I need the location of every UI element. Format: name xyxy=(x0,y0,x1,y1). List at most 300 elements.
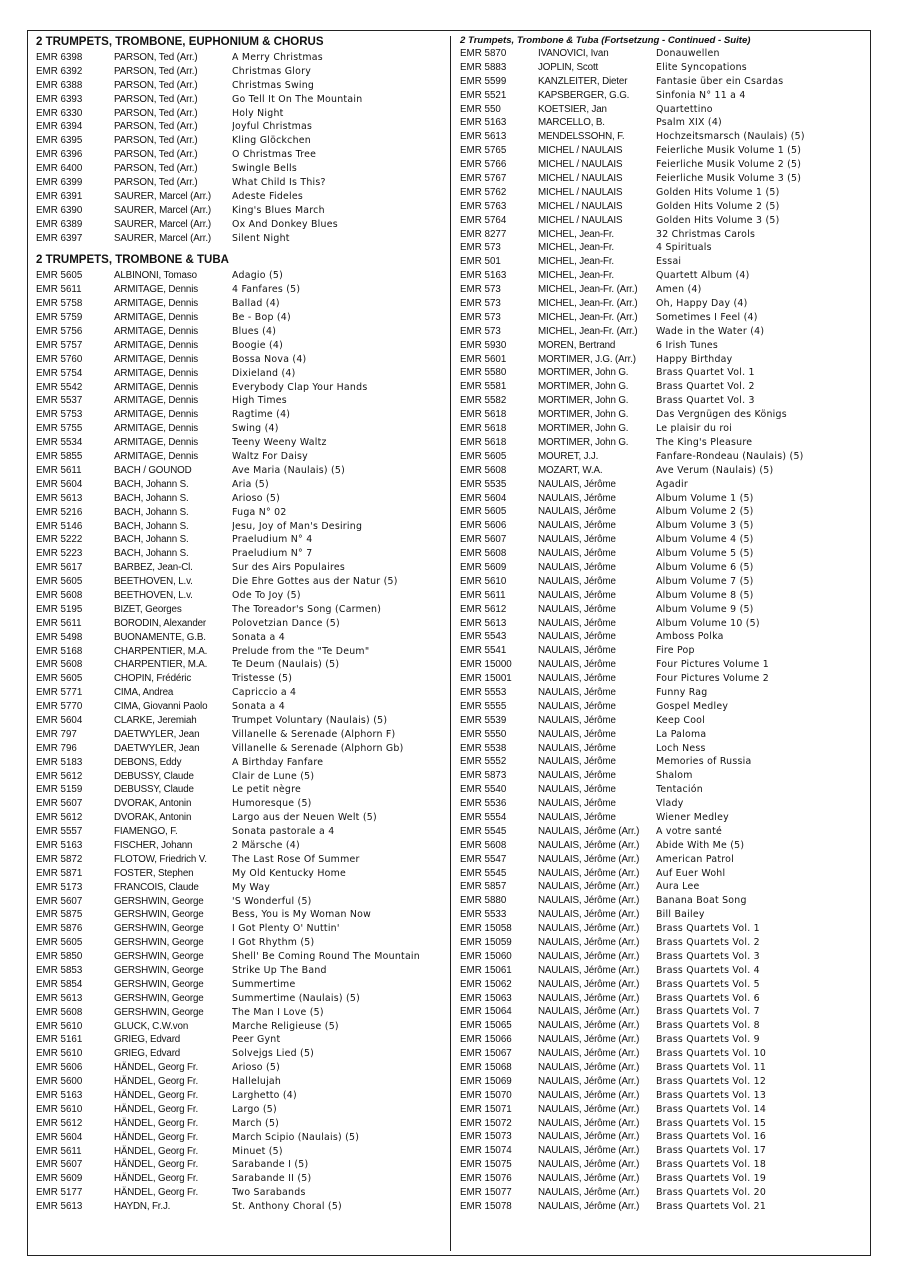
catalog-row xyxy=(460,964,866,978)
catalog-code: EMR 5195 xyxy=(36,603,83,615)
catalog-code: EMR 5183 xyxy=(36,756,83,768)
composer-name: DAETWYLER, Jean xyxy=(114,742,200,754)
composer-name: HÄNDEL, Georg Fr. xyxy=(114,1159,199,1171)
catalog-code: EMR 5550 xyxy=(460,728,507,740)
catalog-code: EMR 5760 xyxy=(36,353,83,365)
catalog-code: EMR 5618 xyxy=(460,436,507,448)
composer-name: PARSON, Ted (Arr.) xyxy=(114,107,198,119)
composer-name: MICHEL / NAULAIS xyxy=(538,159,623,171)
catalog-row xyxy=(36,992,442,1006)
catalog-code: EMR 5539 xyxy=(460,714,507,726)
catalog-row xyxy=(36,603,442,617)
piece-title: Adeste Fideles xyxy=(232,190,304,202)
composer-name: MORTIMER, J.G. (Arr.) xyxy=(538,353,636,365)
composer-name: HÄNDEL, Georg Fr. xyxy=(114,1173,199,1185)
catalog-row xyxy=(36,107,442,121)
composer-name: DEBUSSY, Claude xyxy=(114,784,194,796)
catalog-code: EMR 5613 xyxy=(36,492,83,504)
catalog-code: EMR 5764 xyxy=(460,214,507,226)
catalog-code: EMR 5223 xyxy=(36,548,83,560)
catalog-code: EMR 5876 xyxy=(36,923,83,935)
catalog-row xyxy=(460,1005,866,1019)
composer-name: ARMITAGE, Dennis xyxy=(114,409,198,421)
piece-title: Strike Up The Band xyxy=(232,965,327,976)
catalog-row xyxy=(460,422,866,436)
catalog-row xyxy=(460,519,866,533)
catalog-code: EMR 5850 xyxy=(36,951,83,963)
catalog-row xyxy=(460,450,866,464)
composer-name: NAULAIS, Jérôme xyxy=(538,561,616,573)
piece-title: 2 Märsche (4) xyxy=(232,839,300,851)
catalog-code: EMR 6391 xyxy=(36,190,83,202)
catalog-row xyxy=(460,228,866,242)
catalog-row xyxy=(36,120,442,134)
catalog-code: EMR 5541 xyxy=(460,645,507,657)
piece-title: Everybody Clap Your Hands xyxy=(232,381,368,393)
piece-title: High Times xyxy=(232,395,287,407)
piece-title: Brass Quartets Vol. 2 xyxy=(656,937,760,948)
catalog-row xyxy=(36,394,442,408)
catalog-code: EMR 15069 xyxy=(460,1075,512,1087)
catalog-row xyxy=(36,450,442,464)
catalog-code: EMR 5608 xyxy=(36,589,83,601)
catalog-code: EMR 5535 xyxy=(460,478,507,490)
catalog-code: EMR 573 xyxy=(460,298,501,310)
entry-list xyxy=(36,269,442,1214)
composer-name: BACH, Johann S. xyxy=(114,506,189,518)
composer-name: IVANOVICI, Ivan xyxy=(538,48,609,59)
piece-title: My Way xyxy=(232,881,271,893)
catalog-row xyxy=(460,75,866,89)
catalog-row xyxy=(460,811,866,825)
composer-name: KOETSIER, Jan xyxy=(538,103,607,115)
piece-title: Sonata a 4 xyxy=(232,701,285,713)
piece-title: Essai xyxy=(656,256,682,268)
catalog-row xyxy=(460,505,866,519)
catalog-row xyxy=(460,200,866,214)
composer-name: DAETWYLER, Jean xyxy=(114,728,200,740)
catalog-code: EMR 5762 xyxy=(460,186,507,198)
catalog-row xyxy=(460,644,866,658)
composer-name: NAULAIS, Jérôme (Arr.) xyxy=(538,923,640,935)
catalog-row xyxy=(460,783,866,797)
piece-title: Album Volume 9 (5) xyxy=(656,603,754,615)
piece-title: Brass Quartet Vol. 2 xyxy=(656,381,755,393)
piece-title: Brass Quartets Vol. 10 xyxy=(656,1048,767,1060)
catalog-row xyxy=(460,853,866,867)
piece-title: 4 Spirituals xyxy=(656,242,712,254)
catalog-row xyxy=(460,922,866,936)
composer-name: HÄNDEL, Georg Fr. xyxy=(114,1062,199,1074)
catalog-row xyxy=(36,742,442,756)
piece-title: Arioso (5) xyxy=(232,492,280,504)
catalog-row xyxy=(460,936,866,950)
catalog-row xyxy=(460,297,866,311)
catalog-code: EMR 15073 xyxy=(460,1131,512,1143)
catalog-code: EMR 15071 xyxy=(460,1103,512,1115)
composer-name: NAULAIS, Jérôme xyxy=(538,520,616,532)
composer-name: SAURER, Marcel (Arr.) xyxy=(114,204,212,216)
catalog-row xyxy=(36,1089,442,1103)
catalog-row xyxy=(460,561,866,575)
composer-name: MICHEL, Jean-Fr. xyxy=(538,228,614,240)
catalog-row xyxy=(36,1186,442,1200)
catalog-row xyxy=(36,1200,442,1214)
composer-name: CHARPENTIER, M.A. xyxy=(114,645,208,657)
catalog-code: EMR 5607 xyxy=(460,534,507,546)
catalog-row xyxy=(36,520,442,534)
piece-title: Funny Rag xyxy=(656,686,708,698)
piece-title: Marche Religieuse (5) xyxy=(232,1020,339,1032)
catalog-row xyxy=(36,79,442,93)
piece-title: What Child Is This? xyxy=(232,177,326,189)
catalog-row xyxy=(36,908,442,922)
piece-title: Feierliche Musik Volume 2 (5) xyxy=(656,159,802,171)
catalog-row xyxy=(460,158,866,172)
catalog-code: EMR 5612 xyxy=(460,603,507,615)
catalog-row xyxy=(460,825,866,839)
catalog-code: EMR 6399 xyxy=(36,177,83,189)
piece-title: Tristesse (5) xyxy=(232,673,293,685)
catalog-code: EMR 5542 xyxy=(36,381,83,393)
catalog-row xyxy=(36,867,442,881)
piece-title: Humoresque (5) xyxy=(232,798,312,810)
composer-name: MOZART, W.A. xyxy=(538,464,603,476)
catalog-code: EMR 5553 xyxy=(460,686,507,698)
composer-name: BACH / GOUNOD xyxy=(114,464,192,476)
catalog-code: EMR 5537 xyxy=(36,395,83,407)
catalog-row xyxy=(460,1200,866,1214)
piece-title: Brass Quartets Vol. 7 xyxy=(656,1006,760,1018)
catalog-code: EMR 15065 xyxy=(460,1020,512,1032)
composer-name: SAURER, Marcel (Arr.) xyxy=(114,190,212,202)
composer-name: FOSTER, Stephen xyxy=(114,867,194,879)
catalog-row xyxy=(36,1131,442,1145)
piece-title: Golden Hits Volume 3 (5) xyxy=(656,214,780,226)
composer-name: GERSHWIN, George xyxy=(114,978,204,990)
catalog-row xyxy=(36,148,442,162)
piece-title: Clair de Lune (5) xyxy=(232,770,315,782)
piece-title: Ragtime (4) xyxy=(232,409,291,421)
composer-name: GERSHWIN, George xyxy=(114,937,204,949)
catalog-row xyxy=(36,232,442,246)
composer-name: FISCHER, Johann xyxy=(114,839,193,851)
catalog-row xyxy=(36,881,442,895)
piece-title: Psalm XIX (4) xyxy=(656,117,722,129)
piece-title: Brass Quartet Vol. 3 xyxy=(656,395,755,407)
catalog-row xyxy=(460,1172,866,1186)
catalog-row xyxy=(36,367,442,381)
piece-title: Brass Quartets Vol. 19 xyxy=(656,1173,767,1185)
piece-title: Album Volume 10 (5) xyxy=(656,617,760,629)
catalog-code: EMR 5611 xyxy=(36,1145,82,1157)
piece-title: Blues (4) xyxy=(232,326,277,338)
catalog-row xyxy=(460,269,866,283)
piece-title: Summertime (Naulais) (5) xyxy=(232,992,361,1004)
composer-name: NAULAIS, Jérôme xyxy=(538,506,616,518)
piece-title: Wiener Medley xyxy=(656,811,729,823)
piece-title: Album Volume 5 (5) xyxy=(656,548,754,560)
composer-name: HÄNDEL, Georg Fr. xyxy=(114,1090,199,1102)
catalog-row xyxy=(36,645,442,659)
catalog-row xyxy=(460,61,866,75)
catalog-row xyxy=(460,380,866,394)
composer-name: MICHEL, Jean-Fr. xyxy=(538,242,614,254)
piece-title: Larghetto (4) xyxy=(232,1090,297,1102)
composer-name: BIZET, Georges xyxy=(114,603,182,615)
catalog-code: EMR 5753 xyxy=(36,409,83,421)
composer-name: NAULAIS, Jérôme xyxy=(538,714,616,726)
catalog-code: EMR 15072 xyxy=(460,1117,512,1129)
piece-title: Sometimes I Feel (4) xyxy=(656,311,758,323)
catalog-code: EMR 5612 xyxy=(36,812,83,824)
catalog-row xyxy=(460,533,866,547)
piece-title: Adagio (5) xyxy=(232,270,283,282)
piece-title: Praeludium N° 7 xyxy=(232,548,313,560)
catalog-row xyxy=(460,47,866,61)
composer-name: HÄNDEL, Georg Fr. xyxy=(114,1131,199,1143)
catalog-row xyxy=(460,353,866,367)
composer-name: ARMITAGE, Dennis xyxy=(114,381,198,393)
composer-name: NAULAIS, Jérôme (Arr.) xyxy=(538,992,640,1004)
catalog-code: EMR 550 xyxy=(460,103,501,115)
catalog-code: EMR 5606 xyxy=(460,520,507,532)
composer-name: MOURET, J.J. xyxy=(538,450,599,462)
catalog-row xyxy=(36,311,442,325)
composer-name: NAULAIS, Jérôme xyxy=(538,798,616,810)
piece-title: Brass Quartets Vol. 3 xyxy=(656,950,760,962)
composer-name: NAULAIS, Jérôme xyxy=(538,478,616,490)
catalog-row xyxy=(460,186,866,200)
catalog-code: EMR 15000 xyxy=(460,659,512,671)
catalog-row xyxy=(460,894,866,908)
composer-name: NAULAIS, Jérôme xyxy=(538,784,616,796)
piece-title: Oh, Happy Day (4) xyxy=(656,298,748,310)
catalog-code: EMR 5610 xyxy=(36,1048,83,1060)
catalog-code: EMR 15061 xyxy=(460,964,512,976)
catalog-row xyxy=(460,464,866,478)
catalog-code: EMR 5618 xyxy=(460,409,507,421)
composer-name: NAULAIS, Jérôme (Arr.) xyxy=(538,1173,640,1185)
catalog-row xyxy=(36,204,442,218)
piece-title: Ox And Donkey Blues xyxy=(232,218,338,230)
piece-title: Donauwellen xyxy=(656,48,720,59)
catalog-row xyxy=(460,1061,866,1075)
catalog-code: EMR 5613 xyxy=(36,1201,83,1213)
composer-name: MICHEL / NAULAIS xyxy=(538,173,623,185)
composer-name: BACH, Johann S. xyxy=(114,534,189,546)
catalog-code: EMR 5883 xyxy=(460,61,507,73)
catalog-row xyxy=(460,1144,866,1158)
piece-title: Brass Quartets Vol. 21 xyxy=(656,1200,767,1212)
piece-title: Album Volume 3 (5) xyxy=(656,520,754,532)
catalog-code: EMR 5599 xyxy=(460,75,507,87)
piece-title: Shell' Be Coming Round The Mountain xyxy=(232,951,420,963)
piece-title: Bossa Nova (4) xyxy=(232,353,307,365)
piece-title: Sinfonia N° 11 a 4 xyxy=(656,89,746,101)
catalog-code: EMR 5163 xyxy=(36,1090,83,1102)
catalog-row xyxy=(36,714,442,728)
catalog-row xyxy=(36,1172,442,1186)
catalog-code: EMR 5608 xyxy=(460,548,507,560)
catalog-row xyxy=(36,176,442,190)
composer-name: NAULAIS, Jérôme (Arr.) xyxy=(538,1159,640,1171)
right-column xyxy=(460,34,866,1214)
piece-title: Ave Verum (Naulais) (5) xyxy=(656,464,774,476)
composer-name: BEETHOVEN, L.v. xyxy=(114,589,193,601)
composer-name: NAULAIS, Jérôme (Arr.) xyxy=(538,1020,640,1032)
catalog-code: EMR 796 xyxy=(36,742,77,754)
composer-name: GERSHWIN, George xyxy=(114,909,204,921)
composer-name: PARSON, Ted (Arr.) xyxy=(114,121,198,133)
catalog-code: EMR 6330 xyxy=(36,107,83,119)
catalog-code: EMR 6396 xyxy=(36,149,83,161)
composer-name: HÄNDEL, Georg Fr. xyxy=(114,1076,199,1088)
catalog-code: EMR 5765 xyxy=(460,145,507,157)
composer-name: HÄNDEL, Georg Fr. xyxy=(114,1187,199,1199)
catalog-row xyxy=(460,1130,866,1144)
catalog-code: EMR 5608 xyxy=(36,1006,83,1018)
catalog-code: EMR 5173 xyxy=(36,881,83,893)
catalog-code: EMR 15064 xyxy=(460,1006,512,1018)
piece-title: March (5) xyxy=(232,1117,280,1129)
piece-title: Amboss Polka xyxy=(656,631,724,643)
catalog-code: EMR 5608 xyxy=(460,839,507,851)
catalog-code: EMR 6398 xyxy=(36,52,83,63)
catalog-code: EMR 5554 xyxy=(460,811,507,823)
catalog-code: EMR 797 xyxy=(36,728,77,740)
section-trumpets-tuba xyxy=(36,252,442,1214)
piece-title: Brass Quartets Vol. 16 xyxy=(656,1131,767,1143)
catalog-row xyxy=(36,825,442,839)
catalog-code: EMR 5177 xyxy=(36,1187,83,1199)
catalog-row xyxy=(460,1117,866,1131)
catalog-code: EMR 5755 xyxy=(36,423,83,435)
catalog-row xyxy=(36,1020,442,1034)
catalog-row xyxy=(36,506,442,520)
catalog-row xyxy=(36,1006,442,1020)
composer-name: ARMITAGE, Dennis xyxy=(114,395,198,407)
composer-name: ARMITAGE, Dennis xyxy=(114,423,198,435)
catalog-code: EMR 5608 xyxy=(460,464,507,476)
piece-title: I Got Plenty O' Nuttin' xyxy=(232,923,340,935)
piece-title: Amen (4) xyxy=(656,284,702,296)
catalog-row xyxy=(460,880,866,894)
composer-name: CIMA, Giovanni Paolo xyxy=(114,701,208,713)
catalog-row xyxy=(460,769,866,783)
composer-name: NAULAIS, Jérôme (Arr.) xyxy=(538,853,640,865)
catalog-code: EMR 573 xyxy=(460,325,501,337)
piece-title: Sarabande II (5) xyxy=(232,1173,312,1185)
piece-title: O Christmas Tree xyxy=(232,149,317,161)
composer-name: NAULAIS, Jérôme xyxy=(538,617,616,629)
catalog-row xyxy=(460,755,866,769)
catalog-code: EMR 6389 xyxy=(36,218,83,230)
catalog-row xyxy=(460,630,866,644)
piece-title: The King's Pleasure xyxy=(656,436,753,448)
piece-title: Brass Quartets Vol. 4 xyxy=(656,964,760,976)
composer-name: ARMITAGE, Dennis xyxy=(114,326,198,338)
piece-title: Te Deum (Naulais) (5) xyxy=(232,659,340,671)
piece-title: Two Sarabands xyxy=(232,1187,306,1199)
piece-title: Go Tell It On The Mountain xyxy=(232,93,363,105)
catalog-row xyxy=(36,728,442,742)
piece-title: Album Volume 1 (5) xyxy=(656,492,754,504)
catalog-code: EMR 5557 xyxy=(36,826,83,838)
piece-title: Brass Quartets Vol. 5 xyxy=(656,978,760,990)
catalog-code: EMR 5605 xyxy=(36,937,83,949)
piece-title: A Birthday Fanfare xyxy=(232,756,324,768)
catalog-row xyxy=(36,65,442,79)
piece-title: A Merry Christmas xyxy=(232,52,323,63)
piece-title: Ave Maria (Naulais) (5) xyxy=(232,464,346,476)
piece-title: Waltz For Daisy xyxy=(232,451,308,463)
catalog-code: EMR 5605 xyxy=(460,506,507,518)
catalog-row xyxy=(36,190,442,204)
composer-name: MORTIMER, John G. xyxy=(538,423,629,435)
catalog-code: EMR 15075 xyxy=(460,1159,512,1171)
piece-title: Sonata pastorale a 4 xyxy=(232,826,335,838)
catalog-row xyxy=(36,93,442,107)
catalog-code: EMR 5857 xyxy=(460,881,507,893)
composer-name: CHARPENTIER, M.A. xyxy=(114,659,208,671)
piece-title: The Man I Love (5) xyxy=(232,1006,324,1018)
piece-title: Fire Pop xyxy=(656,645,695,657)
composer-name: FRANCOIS, Claude xyxy=(114,881,199,893)
catalog-row xyxy=(36,1117,442,1131)
catalog-code: EMR 5606 xyxy=(36,1062,83,1074)
catalog-row xyxy=(460,144,866,158)
composer-name: MICHEL, Jean-Fr. xyxy=(538,270,614,282)
piece-title: Silent Night xyxy=(232,232,290,244)
piece-title: Shalom xyxy=(656,770,693,782)
piece-title: Memories of Russia xyxy=(656,756,752,768)
piece-title: Solvejgs Lied (5) xyxy=(232,1048,315,1060)
catalog-code: EMR 5146 xyxy=(36,520,83,532)
catalog-code: EMR 5605 xyxy=(36,270,83,282)
piece-title: Fantasie über ein Csardas xyxy=(656,75,784,87)
piece-title: Bess, You is My Woman Now xyxy=(232,909,372,921)
piece-title: Swingle Bells xyxy=(232,163,298,175)
composer-name: BORODIN, Alexander xyxy=(114,617,207,629)
piece-title: Das Vergnügen des Königs xyxy=(656,409,787,421)
composer-name: NAULAIS, Jérôme (Arr.) xyxy=(538,867,640,879)
piece-title: Brass Quartets Vol. 1 xyxy=(656,923,760,935)
catalog-code: EMR 5853 xyxy=(36,965,83,976)
piece-title: Vlady xyxy=(656,798,684,810)
composer-name: ARMITAGE, Dennis xyxy=(114,367,198,379)
composer-name: NAULAIS, Jérôme xyxy=(538,700,616,712)
composer-name: HÄNDEL, Georg Fr. xyxy=(114,1103,199,1115)
composer-name: CHOPIN, Frédéric xyxy=(114,673,192,685)
piece-title: Dixieland (4) xyxy=(232,367,296,379)
catalog-code: EMR 5605 xyxy=(460,450,507,462)
composer-name: MICHEL, Jean-Fr. (Arr.) xyxy=(538,325,638,337)
composer-name: PARSON, Ted (Arr.) xyxy=(114,163,198,175)
catalog-code: EMR 5609 xyxy=(460,561,507,573)
composer-name: NAULAIS, Jérôme (Arr.) xyxy=(538,1034,640,1046)
catalog-code: EMR 5870 xyxy=(460,48,507,59)
composer-name: KANZLEITER, Dieter xyxy=(538,75,628,87)
piece-title: Quartett Album (4) xyxy=(656,270,750,282)
catalog-row xyxy=(36,1103,442,1117)
catalog-row xyxy=(460,103,866,117)
composer-name: DEBONS, Eddy xyxy=(114,756,182,768)
piece-title: Sonata a 4 xyxy=(232,631,285,643)
composer-name: BUONAMENTE, G.B. xyxy=(114,631,206,643)
catalog-code: EMR 6395 xyxy=(36,135,83,147)
catalog-row xyxy=(36,770,442,784)
